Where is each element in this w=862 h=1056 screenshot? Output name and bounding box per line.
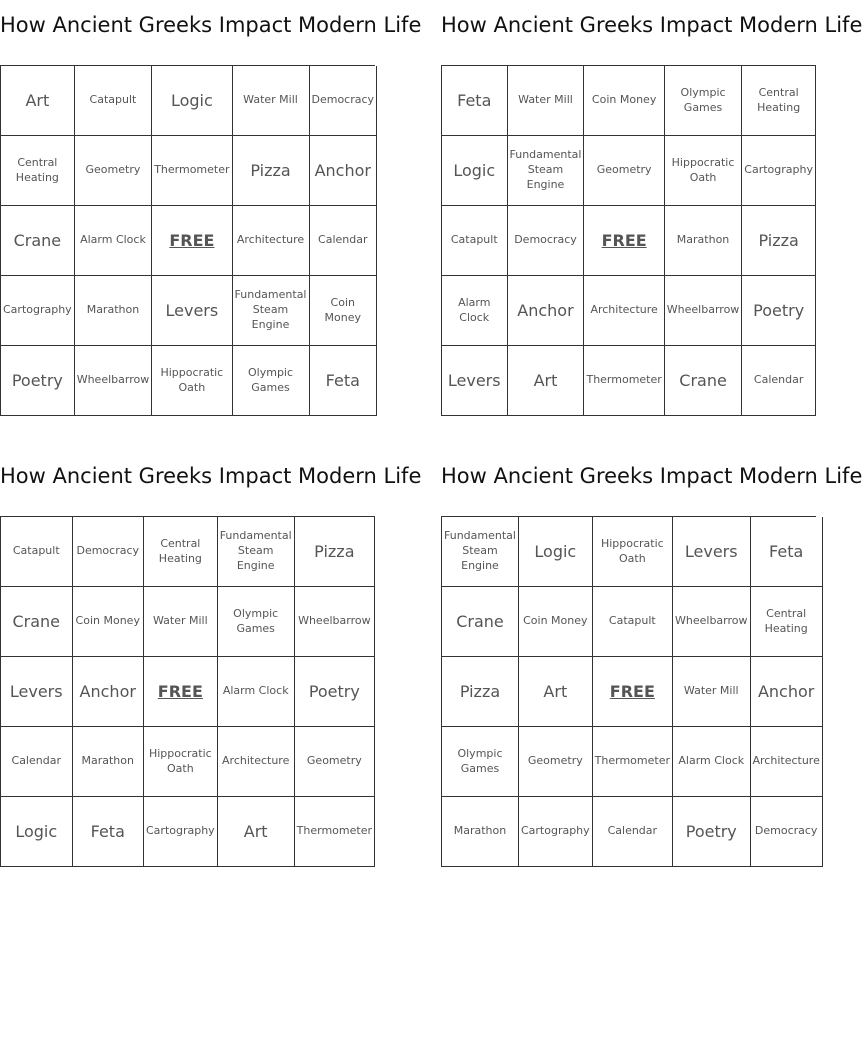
card-title: How Ancient Greeks Impact Modern Life xyxy=(0,13,422,37)
bingo-cell: Democracy xyxy=(73,517,145,587)
bingo-cell: Levers xyxy=(1,657,73,727)
bingo-cell: Water Mill xyxy=(508,66,585,136)
bingo-cell: Fundamental Steam Engine xyxy=(508,136,585,206)
bingo-cell: Hippocratic Oath xyxy=(665,136,743,206)
bingo-cell: Anchor xyxy=(310,136,378,206)
bingo-cell: Marathon xyxy=(665,206,743,276)
bingo-cell: Art xyxy=(519,657,593,727)
bingo-cell: Cartography xyxy=(742,136,816,206)
bingo-cell: Fundamental Steam Engine xyxy=(442,517,519,587)
bingo-cell: Wheelbarrow xyxy=(665,276,743,346)
bingo-grid xyxy=(0,516,375,867)
bingo-cell: Geometry xyxy=(584,136,664,206)
bingo-cell: Architecture xyxy=(233,206,310,276)
bingo-cell: Cartography xyxy=(144,797,218,867)
bingo-cell: Pizza xyxy=(742,206,816,276)
bingo-cell: Levers xyxy=(442,346,508,416)
bingo-cell: Feta xyxy=(751,517,823,587)
bingo-cell: Calendar xyxy=(310,206,378,276)
bingo-cell: Thermometer xyxy=(593,727,673,797)
bingo-cell: Crane xyxy=(1,206,75,276)
bingo-cell: Catapult xyxy=(1,517,73,587)
bingo-cell: Geometry xyxy=(295,727,375,797)
bingo-cell: Fundamental Steam Engine xyxy=(218,517,295,587)
bingo-cell: Crane xyxy=(442,587,519,657)
bingo-cell: Levers xyxy=(673,517,751,587)
bingo-cell: Marathon xyxy=(75,276,153,346)
bingo-cell: Feta xyxy=(310,346,378,416)
bingo-cell: Water Mill xyxy=(233,66,310,136)
bingo-cell: Catapult xyxy=(593,587,673,657)
bingo-cell: Logic xyxy=(442,136,508,206)
bingo-cell: Thermometer xyxy=(152,136,232,206)
bingo-cell: Cartography xyxy=(519,797,593,867)
bingo-cell: Poetry xyxy=(295,657,375,727)
free-space: FREE xyxy=(593,657,673,727)
bingo-cell: Central Heating xyxy=(144,517,218,587)
bingo-cell: Coin Money xyxy=(519,587,593,657)
bingo-cell: Alarm Clock xyxy=(218,657,295,727)
bingo-cell: Poetry xyxy=(673,797,751,867)
bingo-cell: Pizza xyxy=(295,517,375,587)
bingo-cell: Geometry xyxy=(75,136,153,206)
bingo-cell: Alarm Clock xyxy=(75,206,153,276)
bingo-cell: Wheelbarrow xyxy=(673,587,751,657)
bingo-cell: Art xyxy=(508,346,585,416)
bingo-cell: Calendar xyxy=(742,346,816,416)
bingo-cell: Olympic Games xyxy=(665,66,743,136)
bingo-cell: Catapult xyxy=(442,206,508,276)
bingo-grid xyxy=(441,516,820,867)
bingo-cell: Poetry xyxy=(1,346,75,416)
bingo-cell: Alarm Clock xyxy=(442,276,508,346)
bingo-grid xyxy=(0,65,375,416)
bingo-cell: Central Heating xyxy=(742,66,816,136)
free-space: FREE xyxy=(144,657,218,727)
bingo-card-2 xyxy=(441,10,862,416)
card-title: How Ancient Greeks Impact Modern Life xyxy=(441,464,862,488)
bingo-cell: Calendar xyxy=(1,727,73,797)
bingo-card-3 xyxy=(0,461,422,867)
bingo-cell: Catapult xyxy=(75,66,153,136)
bingo-cell: Democracy xyxy=(508,206,585,276)
bingo-cell: Central Heating xyxy=(751,587,823,657)
bingo-cell: Crane xyxy=(665,346,743,416)
bingo-cell: Logic xyxy=(519,517,593,587)
bingo-cell: Coin Money xyxy=(310,276,378,346)
bingo-cell: Wheelbarrow xyxy=(75,346,153,416)
bingo-cell: Wheelbarrow xyxy=(295,587,375,657)
bingo-cell: Hippocratic Oath xyxy=(152,346,232,416)
bingo-cell: Logic xyxy=(1,797,73,867)
bingo-cell: Thermometer xyxy=(584,346,664,416)
bingo-cell: Geometry xyxy=(519,727,593,797)
free-space: FREE xyxy=(584,206,664,276)
bingo-cell: Crane xyxy=(1,587,73,657)
bingo-grid xyxy=(441,65,816,416)
bingo-cell: Art xyxy=(1,66,75,136)
bingo-cell: Calendar xyxy=(593,797,673,867)
bingo-cell: Poetry xyxy=(742,276,816,346)
bingo-cell: Alarm Clock xyxy=(673,727,751,797)
bingo-cell: Levers xyxy=(152,276,232,346)
bingo-cell: Democracy xyxy=(310,66,378,136)
bingo-cell: Anchor xyxy=(73,657,145,727)
bingo-cell: Coin Money xyxy=(73,587,145,657)
bingo-cell: Olympic Games xyxy=(218,587,295,657)
bingo-cell: Cartography xyxy=(1,276,75,346)
bingo-cell: Coin Money xyxy=(584,66,664,136)
card-title: How Ancient Greeks Impact Modern Life xyxy=(0,464,422,488)
bingo-cell: Central Heating xyxy=(1,136,75,206)
bingo-cell: Logic xyxy=(152,66,232,136)
free-space: FREE xyxy=(152,206,232,276)
bingo-cell: Pizza xyxy=(442,657,519,727)
bingo-cell: Pizza xyxy=(233,136,310,206)
bingo-cell: Water Mill xyxy=(144,587,218,657)
bingo-cell: Hippocratic Oath xyxy=(593,517,673,587)
bingo-cell: Architecture xyxy=(751,727,823,797)
bingo-cell: Olympic Games xyxy=(442,727,519,797)
bingo-cell: Marathon xyxy=(442,797,519,867)
bingo-cell: Hippocratic Oath xyxy=(144,727,218,797)
bingo-cell: Anchor xyxy=(751,657,823,727)
bingo-cell: Anchor xyxy=(508,276,585,346)
bingo-cell: Feta xyxy=(442,66,508,136)
bingo-cell: Water Mill xyxy=(673,657,751,727)
bingo-cell: Marathon xyxy=(73,727,145,797)
bingo-cell: Thermometer xyxy=(295,797,375,867)
card-title: How Ancient Greeks Impact Modern Life xyxy=(441,13,862,37)
bingo-cell: Olympic Games xyxy=(233,346,310,416)
bingo-cell: Art xyxy=(218,797,295,867)
bingo-card-1 xyxy=(0,10,422,416)
bingo-cell: Architecture xyxy=(584,276,664,346)
bingo-cell: Fundamental Steam Engine xyxy=(233,276,310,346)
bingo-card-4 xyxy=(441,461,862,867)
bingo-cell: Architecture xyxy=(218,727,295,797)
bingo-cell: Feta xyxy=(73,797,145,867)
bingo-cell: Democracy xyxy=(751,797,823,867)
